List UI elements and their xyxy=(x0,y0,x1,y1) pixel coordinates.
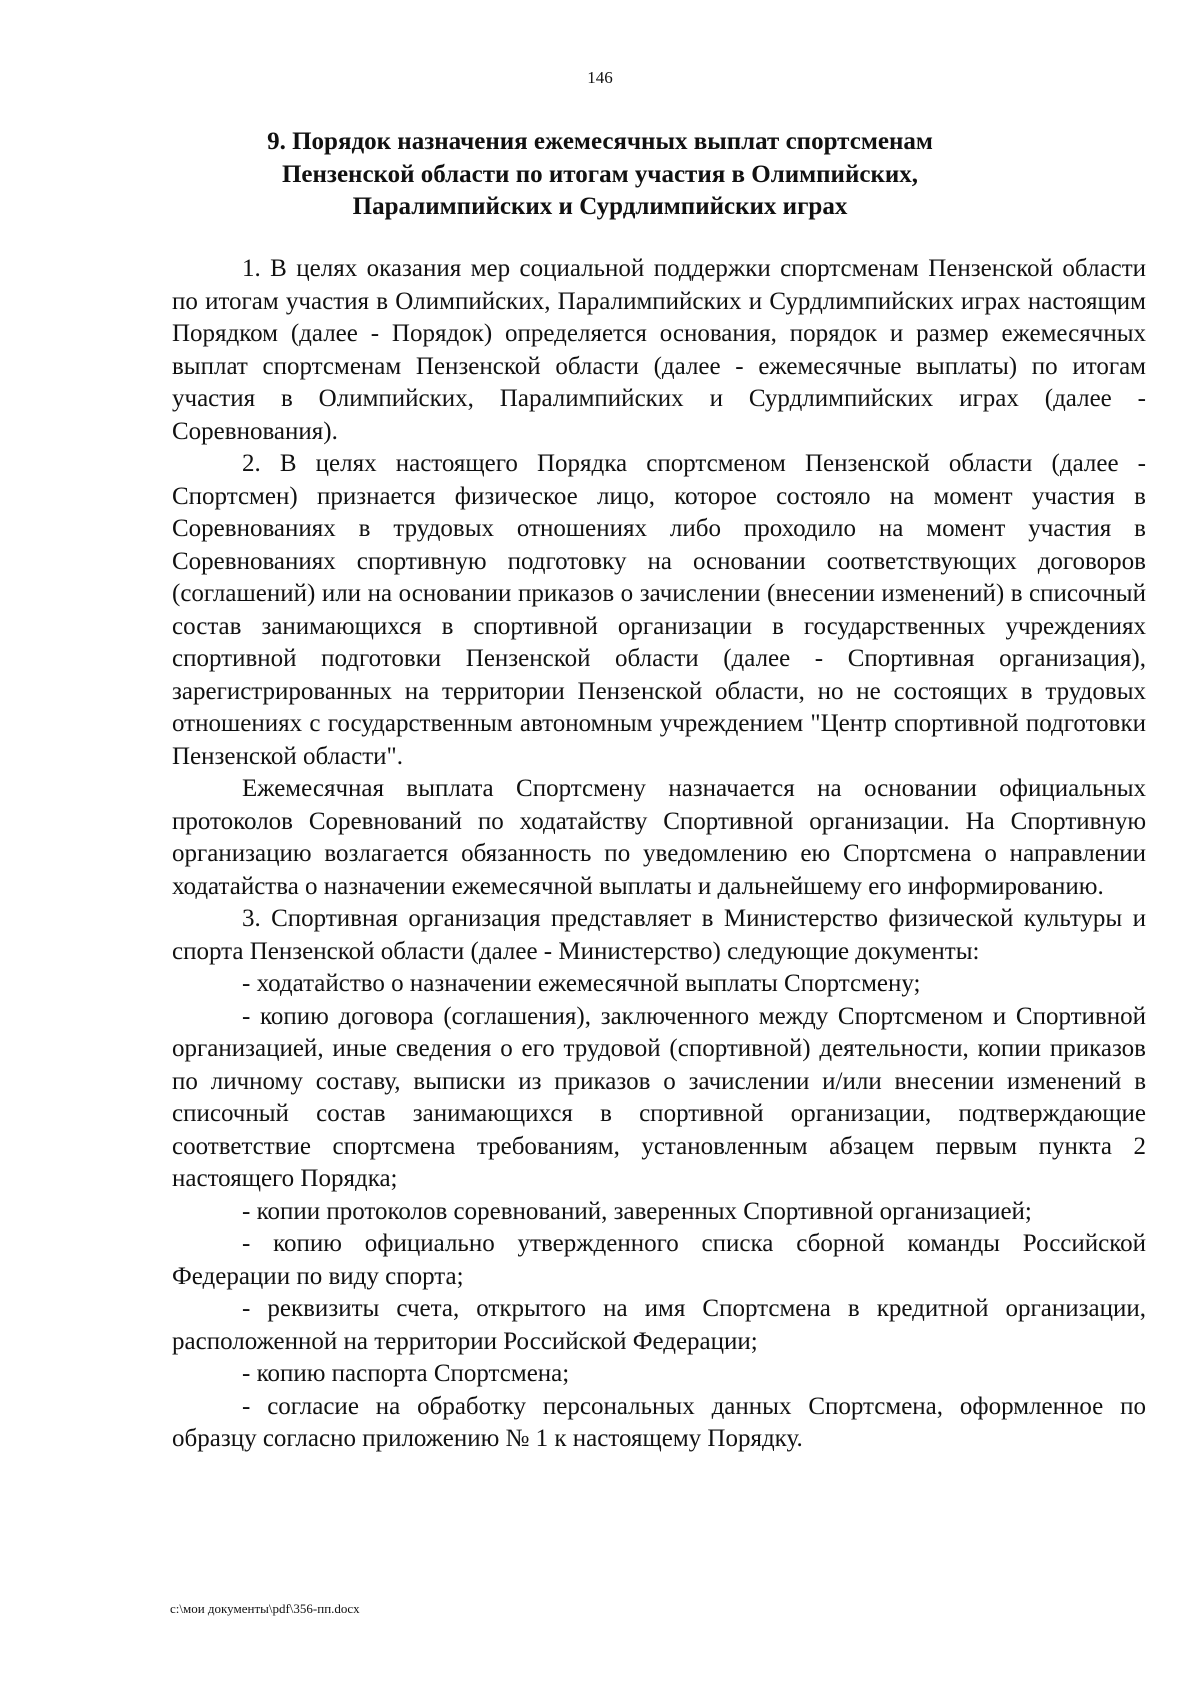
paragraph-2: 2. В целях настоящего Порядка спортсменом Пензенской области (далее - Спортсмен) признается физическое лицо, которое состояло на момент участия в Соревнованиях в трудовых отношениях либо проходило на момент участия в Соревнованиях спортивную подготовку на основании соответствующих договоров (соглашений) или на основании приказов о зачислении (внесении изменений) в списочный состав занимающихся в спортивной организации в государственных учреждениях спортивной подготовки Пензенской области (далее - Спортивная организация), зарегистрированных на территории Пензенской области, но не состоящих в трудовых отношениях с государственным автономным учреждением "Центр спортивной подготовки Пензенской области". xyxy=(172,450,1146,770)
list-item-consent: - согласие на обработку персональных данных Спортсмена, оформленное по образцу согласно приложению № 1 к настоящему Порядку. xyxy=(172,1392,1146,1452)
list-item-bank-details: - реквизиты счета, открытого на имя Спортсмена в кредитной организации, расположенной на территории Российской Федерации; xyxy=(172,1295,1146,1355)
list-item-contract-copy: - копию договора (соглашения), заключенного между Спортсменом и Спортивной организацией, иные сведения о его трудовой (спортивной) деятельности, копии приказов по личному составу, выписки из приказов о зачислении и/или внесении изменений в списочный состав занимающихся в спортивной организации, подтверждающие соответствие спортсмена требованиям, установленным абзацем первым пункта 2 настоящего Порядка; xyxy=(172,1002,1146,1192)
paragraph-3: 3. Спортивная организация представляет в Министерство физической культуры и спорта Пензенской области (далее - Министерство) следующие документы: xyxy=(172,905,1146,965)
list-item-team-list: - копию официально утвержденного списка сборной команды Российской Федерации по виду спорта; xyxy=(172,1230,1146,1290)
title-line: 9. Порядок назначения ежемесячных выплат спортсменам xyxy=(267,128,933,155)
list-item-protocols: - копии протоколов соревнований, заверенных Спортивной организацией; xyxy=(242,1197,1032,1225)
title-line: Паралимпийских и Сурдлимпийских играх xyxy=(352,193,848,220)
document-body xyxy=(172,253,1146,1456)
footer-file-path: c:\мои документы\pdf\356-пп.docx xyxy=(170,1601,360,1616)
page-number: 146 xyxy=(587,68,613,87)
list-item-petition: - ходатайство о назначении ежемесячной выплаты Спортсмену; xyxy=(242,970,921,997)
title-line: Пензенской области по итогам участия в Олимпийских, xyxy=(281,160,919,188)
list-item-passport: - копию паспорта Спортсмена; xyxy=(242,1360,570,1387)
paragraph-1: 1. В целях оказания мер социальной поддержки спортсменам Пензенской области по итогам участия в Олимпийских, Паралимпийских и Сурдлимпийских играх настоящим Порядком (далее - Порядок) определяется основания, порядок и размер ежемесячных выплат спортсменам Пензенской области (далее - ежемесячные выплаты) по итогам участия в Олимпийских, Паралимпийских и Сурдлимпийских играх (далее - Соревнования). xyxy=(172,255,1146,445)
section-title xyxy=(170,126,1030,224)
paragraph-2-continued: Ежемесячная выплата Спортсмену назначается на основании официальных протоколов Соревнований по ходатайству Спортивной организации. На Спортивную организацию возлагается обязанность по уведомлению ею Спортсмена о направлении ходатайства о назначении ежемесячной выплаты и дальнейшему его информированию. xyxy=(172,775,1146,900)
